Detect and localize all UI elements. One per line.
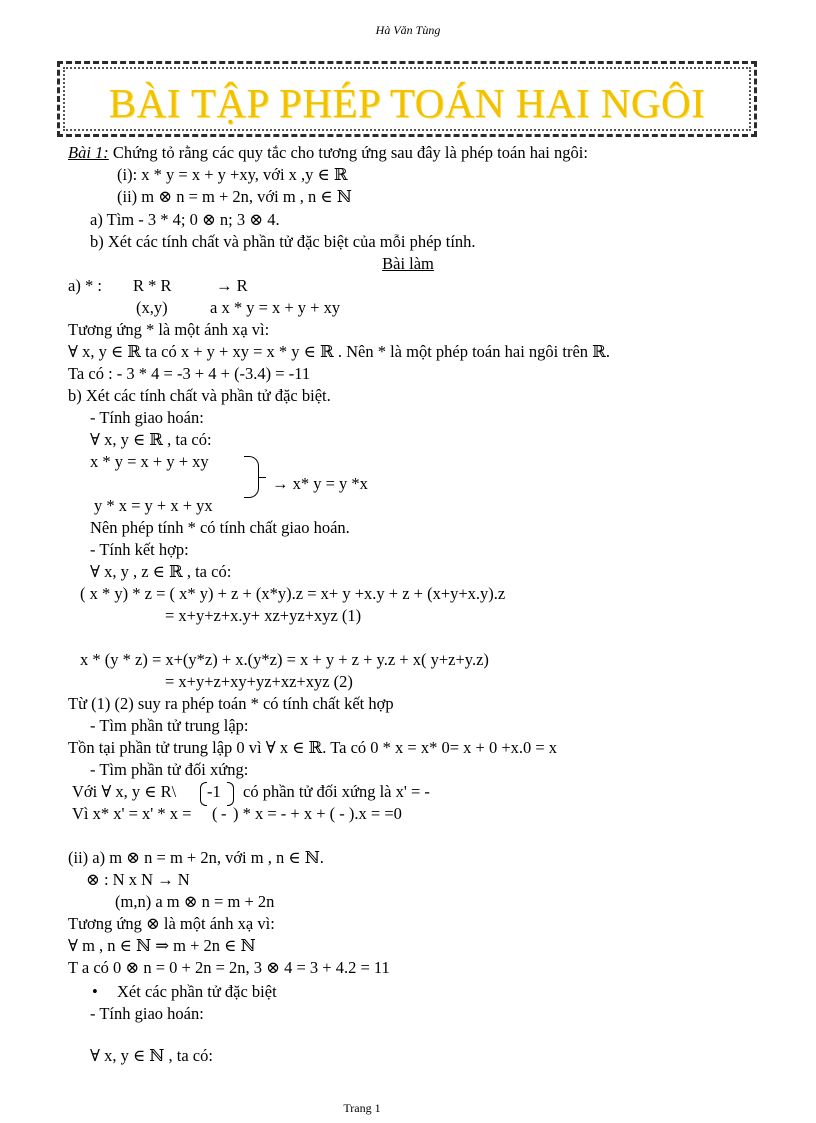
map-def-label: a) * : (68, 276, 102, 295)
page-header-author: Hà Văn Tùng (375, 23, 441, 37)
commutative-eq2: y * x = y + x + yx (94, 496, 213, 515)
op-ii-commutative-heading: - Tính giao hoán: (90, 1004, 204, 1023)
commutative-eq1: x * y = x + y + xy (90, 452, 209, 471)
inverse-check-paren: ( (212, 804, 218, 823)
op-ii-mapping-proof: ∀ m , n ∈ ℕ ⇒ m + 2n ∈ ℕ (68, 936, 256, 955)
associative-left-result: = x+y+z+x.y+ xz+yz+xyz (1) (165, 606, 362, 625)
mapping-reason: Tương ứng * là một ánh xạ vì: (68, 320, 270, 339)
inverse-statement: có phần tử đối xứng là x' = - (243, 782, 430, 801)
associative-right-result: = x+y+z+xy+yz+xz+xyz (2) (165, 672, 353, 691)
op-ii-def: ⊗ : N x N → N (86, 870, 190, 889)
task-a: a) Tìm - 3 * 4; 0 ⊗ n; 3 ⊗ 4. (90, 210, 280, 229)
commutative-conclusion: → x* y = y *x (272, 474, 368, 493)
associative-left-expand: ( x * y) * z = ( x* y) + z + (x*y).z = x+ y +x.y + z + (x+y+x.y).z (80, 584, 506, 603)
part-b-heading: b) Xét các tính chất và phần tử đặc biệt. (68, 386, 331, 405)
op-ii-rule: (m,n) a m ⊗ n = m + 2n (115, 892, 275, 911)
commutative-result: Nên phép tính * có tính chất giao hoán. (90, 518, 350, 537)
identity-proof: Tồn tại phần tử trung lập 0 vì ∀ x ∈ ℝ. Ta có 0 * x = x* 0= x + 0 +x.0 = x (68, 738, 558, 757)
inverse-excluded: -1 (207, 782, 221, 801)
rule-ii: (ii) m ⊗ n = m + 2n, với m , n ∈ ℕ (117, 187, 352, 206)
op-ii-mapping-reason: Tương ứng ⊗ là một ánh xạ vì: (68, 914, 275, 933)
task-b: b) Xét các tính chất và phần tử đặc biệt của mỗi phép tính. (90, 232, 476, 251)
map-def-pair: (x,y) (136, 298, 168, 317)
rule-i: (i): x * y = x + y +xy, với x ,y ∈ ℝ (117, 165, 348, 184)
commutative-heading: - Tính giao hoán: (90, 408, 204, 427)
exercise-heading (68, 143, 588, 163)
right-brace-icon (244, 456, 259, 498)
inverse-domain: Với ∀ x, y ∈ R\ (72, 782, 177, 801)
exercise-label: Bài 1: (68, 143, 109, 162)
commutative-forall: ∀ x, y ∈ ℝ , ta có: (90, 430, 212, 449)
map-def-domain: R * R (133, 276, 172, 295)
bullet-icon: • (92, 982, 98, 1001)
inverse-check-rest: ) * x = - + x + ( - ).x = =0 (233, 804, 402, 823)
solution-heading: Bài làm (382, 254, 434, 273)
op-ii-special-heading: Xét các phần tử đặc biệt (117, 982, 277, 1001)
inverse-heading: - Tìm phần tử đối xứng: (90, 760, 249, 779)
mapping-proof: ∀ x, y ∈ ℝ ta có x + y + xy = x * y ∈ ℝ . Nên * là một phép toán hai ngôi trên ℝ. (68, 342, 610, 361)
op-ii-forall: ∀ x, y ∈ ℕ , ta có: (90, 1046, 213, 1065)
associative-right-expand: x * (y * z) = x+(y*z) + x.(y*z) = x + y + z + y.z + x( y+z+y.z) (80, 650, 489, 669)
left-brace-icon (200, 782, 207, 806)
page-number: Trang 1 (343, 1101, 381, 1115)
part-ii-heading: (ii) a) m ⊗ n = m + 2n, với m , n ∈ ℕ. (68, 848, 324, 867)
inverse-check-start: Vì x* x' = x' * x = (72, 804, 192, 823)
op-ii-compute: T a có 0 ⊗ n = 0 + 2n = 2n, 3 ⊗ 4 = 3 + 4.2 = 11 (68, 958, 390, 977)
map-def-rule: a x * y = x + y + xy (210, 298, 341, 317)
inverse-check-minus: - (221, 804, 227, 823)
title-frame (57, 61, 757, 137)
associative-forall: ∀ x, y , z ∈ ℝ , ta có: (90, 562, 232, 581)
page-title: BÀI TẬP PHÉP TOÁN HAI NGÔI (108, 80, 706, 126)
compute-result: Ta có : - 3 * 4 = -3 + 4 + (-3.4) = -11 (68, 364, 311, 383)
identity-heading: - Tìm phần tử trung lập: (90, 716, 249, 735)
exercise-statement: Chứng tỏ rằng các quy tắc cho tương ứng sau đây là phép toán hai ngôi: (108, 143, 588, 162)
map-def-codomain: → R (216, 276, 248, 295)
associative-heading: - Tính kết hợp: (90, 540, 189, 559)
right-brace-small-icon (227, 782, 234, 806)
associative-conclusion: Từ (1) (2) suy ra phép toán * có tính chất kết hợp (68, 694, 394, 713)
